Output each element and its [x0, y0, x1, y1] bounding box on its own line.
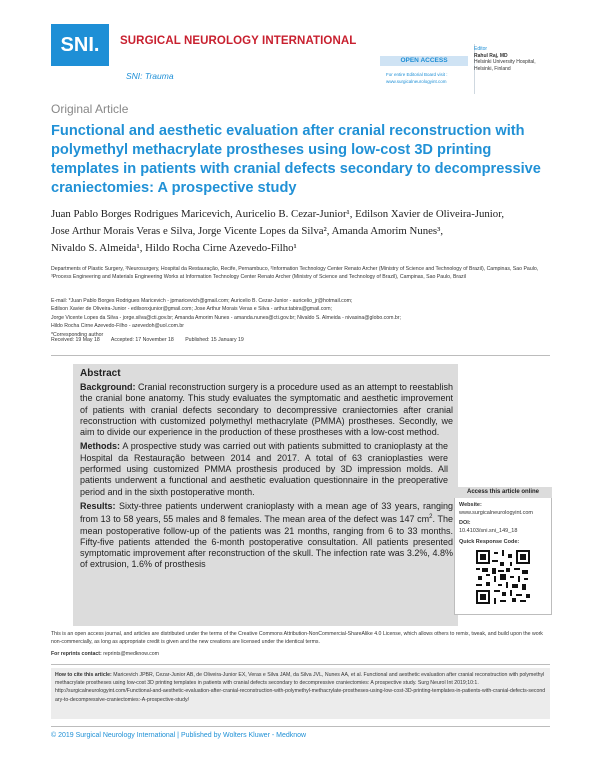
results-label: Results: [80, 500, 116, 511]
qr-label: Quick Response Code: [459, 539, 520, 545]
methods-text: A prospective study was carried out with patients submitted to cranioplasty at the Hospital da Restauração between 2014 and 2017. A total of 63 cranioplasties were performed using customized PMMA prosthesis produced by 3D impression molds. All patients underwent a functional and aesthetic evaluation questionnaire in the preoperative period and in the sixth postoperative month. [80, 441, 448, 497]
results-text-cont: . The mean postoperative follow-up of the patients was 21 months, ranging from 6 to 33 months. Fifty-five patients attended the 6-month postoperative consultation. All patients presented symptomatic improvement after reconstruction of the skull. The infection rate was 3.2%, 4.8% of extrusion, 1.6% of prosthesis [80, 514, 453, 570]
authors-line: Jose Arthur Morais Veras e Silva, Jorge Vicente Lopes da Silva², Amanda Amorim Nunes³, [51, 225, 444, 237]
background-text: Cranial reconstruction surgery is a procedure used as an attempt to reestablish the cranial bone anatomy. This study evaluates the symptomatic and aesthetic improvement of patients with cranial defects secondary to decompressive craniectomies after cranial reconstruction with customized polymethyl methacrylate (PMMA) prostheses. Secondly, we aim to divide our experience in the production of these prostheses with a low-cost method. [80, 382, 453, 438]
journal-name: SURGICAL NEUROLOGY INTERNATIONAL [120, 35, 357, 47]
cite-label: How to cite this article: [55, 672, 112, 678]
results-text: Sixty-three patients underwent cranioplasty with a mean age of 33 years, ranging from 13 to 58 years, 55 males and 8 females. The mean area of the defect was 147 cm [80, 500, 453, 525]
cite-body: Maricevich JPBR, Cezar-Junior AB, de Oliveira-Junior EX, Veras e Silva JAM, da Silva JVL, Nunes AA, et al. Functional and aesthetic evaluation after cranial reconstruction with polymethyl methacrylate prostheses using low-cost 3D printing templates in patients with cranial defects secondary to decompressive craniectomies: A prospective study. Surg Neurol Int 2019;10:1. [55, 672, 545, 687]
email-list [51, 297, 551, 339]
abstract-heading: Abstract [80, 368, 121, 379]
email-line: Edilson Xavier de Oliveira-Junior - edilsonxjunior@gmail.com; Jose Arthur Morais Veras e Silva - arthur.tabira@gmail.com; [51, 306, 332, 313]
license-note: This is an open access journal, and articles are distributed under the terms of the Creative Commons Attribution-NonCommercial-ShareAlike 4.0 License, which allows others to remix, tweak, and build upon the work non-commercially, as long as appropriate credit is given and the new creations are licensed under the identical terms. [51, 631, 543, 646]
accepted-date: Accepted: 17 November 18 [110, 337, 174, 343]
open-access-badge: OPEN ACCESS [380, 56, 468, 66]
abstract-body [80, 382, 453, 574]
editor-name: Rahul Raj, MD [474, 52, 508, 59]
affiliations: Departments of Plastic Surgery, ¹Neurosurgery, Hospital da Restauração, Recife, Pernambuco, ²Information Technology Center Renato Archer (Ministry of Science and Technology of Brazil), Campinas, Sao Paulo, ³Process Engineering and Materials Engineering Works at Information Technology Center Renato Archer (Ministry of Science and Technology of Brazil), Campinas, Sao Paulo, Brazil [51, 266, 539, 281]
email-line: Hildo Rocha Cirne Azevedo-Filho - azevedoh@uol.com.br [51, 323, 184, 330]
access-heading: Access this article online [454, 487, 552, 498]
editor-location: Helsinki, Finland [474, 65, 511, 72]
editor-block [474, 46, 564, 72]
abstract-methods [80, 441, 448, 497]
article-dates [51, 337, 254, 343]
editorial-board-link[interactable]: www.surgicalneurologyint.com [386, 79, 447, 84]
abstract-background [80, 382, 453, 438]
citation-text [55, 671, 547, 704]
author-list [51, 206, 556, 257]
doi-label: DOI: [459, 520, 471, 526]
corresponding-note: *Corresponding author [51, 331, 104, 338]
email-line: Jorge Vicente Lopes da Silva - jorge.silva@cti.gov.br; Amanda Amorim Nunes - amanda.nunes@cti.gov.br; Nivaldo S. Almeida - nivasina@globo.com.br; [51, 314, 401, 321]
background-label: Background: [80, 382, 136, 392]
article-type: Original Article [51, 102, 129, 116]
reprints-email[interactable]: reprints@medknow.com [103, 651, 159, 657]
doi-value[interactable]: 10.4103/sni.sni_149_18 [459, 528, 518, 534]
journal-logo: SNI. [51, 24, 109, 66]
divider [51, 355, 550, 356]
copyright: © 2019 Surgical Neurology International | Published by Wolters Kluwer - Medknow [51, 732, 307, 739]
editor-label: Editor [474, 46, 488, 52]
reprints-note [51, 651, 159, 657]
article-title: Functional and aesthetic evaluation after cranial reconstruction with polymethyl methacrylate prostheses using low-cost 3D printing templates in patients with cranial defects secondary to decompressive craniectomies: A prospective study [51, 123, 541, 196]
qr-code-icon[interactable] [476, 550, 530, 604]
divider [51, 726, 550, 727]
abstract-results [80, 501, 453, 571]
website-label: Website: [459, 502, 482, 508]
divider [51, 664, 550, 665]
email-line: E-mail: *Juan Pablo Borges Rodrigues Maricevich - jpmaricevich@gmail.com; Auricelio B. Cezar-Junior - auricelio_jr@hotmail.com; [51, 298, 353, 304]
section-tag: SNI: Trauma [126, 71, 174, 81]
published-date: Published: 15 January 19 [185, 337, 244, 343]
methods-label: Methods: [80, 441, 120, 452]
reprints-label: For reprints contact: [51, 651, 102, 657]
editor-affiliation: Helsinki University Hospital, [474, 59, 536, 65]
website-link[interactable]: www.surgicalneurologyint.com [459, 510, 533, 516]
authors-line: Nivaldo S. Almeida¹, Hildo Rocha Cirne Azevedo-Filho¹ [51, 242, 297, 254]
results-sup: 2 [429, 514, 433, 521]
authors-line: Juan Pablo Borges Rodrigues Maricevich, Auricelio B. Cezar-Junior¹, Edilson Xavier de Oliveira-Junior, [51, 208, 505, 220]
received-date: Received: 19 May 18 [51, 337, 100, 343]
editorial-board-note: For entire Editorial Board visit : [386, 72, 448, 77]
cite-url[interactable]: http://surgicalneurologyint.com/Functional-and-aesthetic-evaluation-after-cranial-reconstruction-with-polymethyl-methacrylate-prostheses-using-low-cost-3D-printing-templates-in-patients-with-cranial-defects-secondary-to-decompressive-craniectomies:-A-prospective-study/ [55, 688, 546, 703]
